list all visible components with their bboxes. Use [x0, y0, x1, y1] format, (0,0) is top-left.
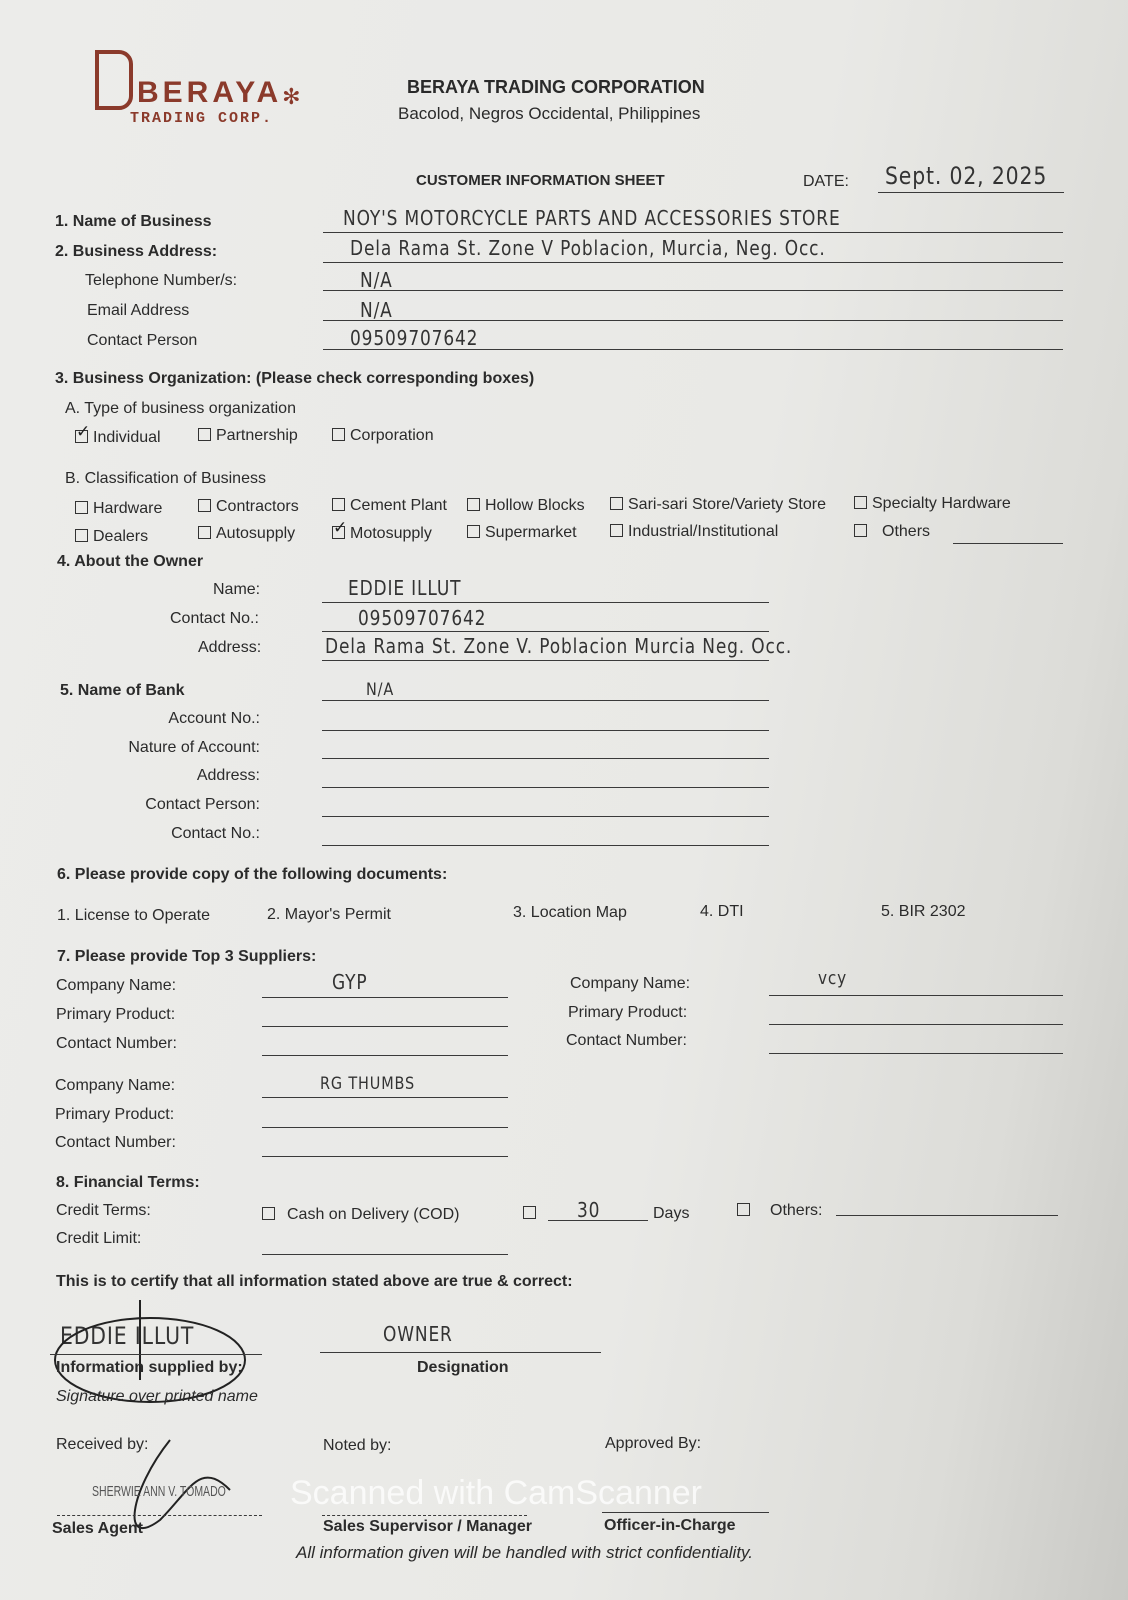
logo-brand: BERAYA: [137, 76, 283, 109]
field-line: [322, 660, 769, 661]
contact-person-field[interactable]: 09509707642: [350, 326, 479, 350]
classification-label: B. Classification of Business: [65, 470, 266, 487]
checkbox-label: Industrial/Institutional: [628, 523, 779, 540]
supplier1-product-label: Primary Product:: [56, 1006, 176, 1023]
bank-contact-person-field[interactable]: [322, 816, 769, 817]
supplied-by-label: Information supplied by:: [56, 1359, 243, 1376]
date-line: [878, 192, 1064, 193]
bank-address-field[interactable]: [322, 787, 769, 788]
checkbox[interactable]: [198, 428, 211, 441]
field-line: [322, 602, 769, 603]
class-hollow-blocks[interactable]: [467, 497, 585, 515]
signature-note: Signature over printed name: [56, 1388, 258, 1405]
checkbox-label: Dealers: [93, 528, 149, 545]
field-line: [323, 349, 1063, 350]
sales-supervisor-label: Sales Supervisor / Manager: [323, 1518, 532, 1535]
bank-field[interactable]: N/A: [366, 680, 395, 700]
bank-contact-no-field[interactable]: [322, 845, 769, 846]
logo-sub: TRADING CORP.: [130, 110, 274, 127]
field-line: [320, 1352, 601, 1353]
owner-signature: EDDIE ILLUT: [60, 1322, 195, 1350]
checkbox[interactable]: [75, 529, 88, 542]
checkbox-label: Specialty Hardware: [872, 495, 1011, 512]
checkbox-label: Others:: [770, 1202, 823, 1219]
doc-dti: 4. DTI: [700, 903, 744, 920]
checkbox[interactable]: [854, 496, 867, 509]
credit-limit-label: Credit Limit:: [56, 1230, 142, 1247]
days-field[interactable]: 30: [577, 1198, 601, 1222]
account-no-label: Account No.:: [168, 710, 260, 727]
type-org-label: A. Type of business organization: [65, 400, 296, 417]
account-no-field[interactable]: [322, 730, 769, 731]
checkbox[interactable]: [332, 498, 345, 511]
supplier3-company-label: Company Name:: [55, 1077, 176, 1094]
checkbox[interactable]: [332, 526, 345, 539]
others-field[interactable]: [836, 1215, 1058, 1216]
owner-contact-label: Contact No.:: [170, 610, 259, 627]
checkbox[interactable]: [610, 497, 623, 510]
sales-agent-label: Sales Agent: [52, 1520, 143, 1537]
checkbox-label: Motosupply: [350, 525, 432, 542]
bank-label: 5. Name of Bank: [60, 682, 185, 699]
signature-line: [50, 1354, 262, 1355]
type-checkbox-corporation[interactable]: [332, 427, 434, 445]
bank-address-label: Address:: [196, 767, 260, 784]
checkbox-label: Autosupply: [216, 525, 296, 542]
logo: [95, 50, 301, 127]
class-sari-sari[interactable]: [610, 496, 826, 514]
supplier1-product-field[interactable]: [262, 1026, 508, 1027]
supplier1-company-field[interactable]: GYP: [332, 970, 368, 994]
field-line: [322, 631, 769, 632]
company-location: Bacolod, Negros Occidental, Philippines: [398, 104, 701, 123]
checkbox-label: Supermarket: [485, 524, 577, 541]
email-label: Email Address: [87, 302, 190, 319]
contact-person-label: Contact Person: [87, 332, 198, 349]
doc-bir: 5. BIR 2302: [881, 903, 966, 920]
others-line[interactable]: [953, 543, 1063, 544]
checkbox[interactable]: [737, 1203, 750, 1216]
designation-label: Designation: [417, 1359, 509, 1376]
camscanner-watermark: Scanned with CamScanner: [290, 1474, 703, 1512]
sales-agent-line: [57, 1515, 262, 1516]
class-specialty-hardware[interactable]: [854, 495, 1011, 513]
form-title: CUSTOMER INFORMATION SHEET: [416, 172, 665, 189]
supplier1-company-label: Company Name:: [56, 977, 177, 994]
designation-field[interactable]: OWNER: [383, 1322, 453, 1346]
signature-scribble-icon: [40, 1290, 280, 1550]
type-checkbox-partnership[interactable]: [198, 427, 298, 445]
checkbox[interactable]: [75, 501, 88, 514]
class-contractors[interactable]: [198, 498, 299, 516]
doc-mayors-permit: 2. Mayor's Permit: [267, 906, 391, 923]
cod-checkbox[interactable]: [262, 1206, 459, 1224]
checkbox-label: Sari-sari Store/Variety Store: [628, 496, 826, 513]
business-address-label: 2. Business Address:: [55, 243, 218, 260]
supplier1-contact-label: Contact Number:: [56, 1035, 177, 1052]
field-line: [262, 997, 508, 998]
doc-license: 1. License to Operate: [57, 907, 210, 924]
type-checkbox-individual[interactable]: [75, 429, 161, 447]
supplier2-contact-label: Contact Number:: [566, 1032, 687, 1049]
field-line: [548, 1220, 648, 1221]
checkbox-label: Partnership: [216, 427, 298, 444]
class-cement-plant[interactable]: [332, 497, 447, 515]
supplier2-product-label: Primary Product:: [568, 1004, 688, 1021]
checkbox-label: Individual: [93, 429, 161, 446]
field-line: [323, 262, 1063, 263]
supplier2-company-field[interactable]: vcy: [818, 968, 848, 989]
doc-location-map: 3. Location Map: [513, 904, 627, 921]
supplier3-contact-field[interactable]: [262, 1156, 508, 1157]
owner-label: 4. About the Owner: [57, 553, 204, 570]
supplier1-contact-field[interactable]: [262, 1055, 508, 1056]
logo-star-icon: ✻: [282, 84, 301, 109]
checkbox-label: Corporation: [350, 427, 434, 444]
checkbox[interactable]: [467, 525, 480, 538]
class-dealers[interactable]: [75, 528, 148, 546]
checkbox[interactable]: [332, 428, 345, 441]
supplier3-product-field[interactable]: [262, 1127, 508, 1128]
days-label: Days: [653, 1205, 690, 1222]
logo-mark-icon: [95, 50, 133, 110]
field-line: [323, 320, 1063, 321]
nature-account-label: Nature of Account:: [128, 739, 260, 756]
supplier2-product-field[interactable]: [769, 1024, 1063, 1025]
class-autosupply[interactable]: [198, 525, 295, 543]
telephone-field[interactable]: N/A: [360, 268, 393, 292]
class-others[interactable]: [854, 523, 930, 541]
days-checkbox[interactable]: [523, 1205, 541, 1223]
class-motosupply[interactable]: [332, 525, 432, 543]
field-line: [262, 1097, 508, 1098]
officer-line: [602, 1512, 769, 1513]
supplier2-contact-field[interactable]: [769, 1053, 1063, 1054]
business-org-label: 3. Business Organization: (Please check corresponding boxes): [55, 370, 535, 387]
credit-terms-label: Credit Terms:: [56, 1202, 151, 1219]
noted-by-label: Noted by:: [323, 1437, 392, 1454]
date-label: DATE:: [803, 173, 849, 190]
checkbox[interactable]: [854, 524, 867, 537]
documents-label: 6. Please provide copy of the following documents:: [57, 866, 448, 883]
field-line: [769, 995, 1063, 996]
checkbox-label: Others: [882, 523, 931, 540]
business-name-label: 1. Name of Business: [55, 213, 212, 230]
owner-contact-field[interactable]: 09509707642: [358, 606, 487, 630]
checkbox[interactable]: [75, 430, 88, 443]
class-supermarket[interactable]: [467, 524, 577, 542]
certify-statement: This is to certify that all information stated above are true & correct:: [56, 1273, 573, 1290]
owner-address-label: Address:: [198, 639, 262, 656]
received-by-label: Received by:: [56, 1436, 149, 1453]
nature-account-field[interactable]: [322, 758, 769, 759]
supervisor-line: [322, 1515, 527, 1516]
checkbox-label: Cement Plant: [350, 497, 447, 514]
checkbox[interactable]: [610, 524, 623, 537]
supplier3-company-field[interactable]: RG THUMBS: [320, 1074, 416, 1094]
approved-by-label: Approved By:: [605, 1435, 702, 1452]
officer-in-charge-label: Officer-in-Charge: [604, 1517, 736, 1534]
supplier2-company-label: Company Name:: [570, 975, 691, 992]
financial-terms-label: 8. Financial Terms:: [56, 1174, 200, 1191]
credit-limit-field[interactable]: [262, 1254, 508, 1255]
class-industrial[interactable]: [610, 523, 778, 541]
date-value[interactable]: Sept. 02, 2025: [885, 162, 1048, 190]
field-line: [322, 700, 769, 701]
class-hardware[interactable]: [75, 500, 162, 518]
owner-name-field[interactable]: EDDIE ILLUT: [348, 576, 462, 600]
business-name-field[interactable]: NOY'S MOTORCYCLE PARTS AND ACCESSORIES STORE: [343, 206, 841, 230]
checkbox-label: Hardware: [93, 500, 163, 517]
checkbox[interactable]: [523, 1206, 536, 1219]
bank-contact-no-label: Contact No.:: [171, 825, 260, 842]
company-name: BERAYA TRADING CORPORATION: [407, 77, 705, 97]
checkbox[interactable]: [198, 499, 211, 512]
owner-address-field[interactable]: Dela Rama St. Zone V. Poblacion Murcia Neg. Occ.: [325, 634, 793, 658]
field-line: [323, 290, 1063, 291]
suppliers-label: 7. Please provide Top 3 Suppliers:: [57, 948, 317, 965]
checkbox-label: Contractors: [216, 498, 299, 515]
checkbox[interactable]: [467, 498, 480, 511]
field-line: [323, 232, 1063, 233]
checkbox-label: Cash on Delivery (COD): [287, 1206, 460, 1223]
bank-contact-person-label: Contact Person:: [145, 796, 260, 813]
agent-name-stamp: SHERWIE ANN V. TOMADO: [92, 1483, 226, 1500]
telephone-label: Telephone Number/s:: [85, 272, 238, 289]
owner-name-label: Name:: [213, 581, 261, 598]
checkbox[interactable]: [198, 526, 211, 539]
checkbox-label: Hollow Blocks: [485, 497, 585, 514]
supplier3-contact-label: Contact Number:: [55, 1134, 176, 1151]
supplier3-product-label: Primary Product:: [55, 1106, 175, 1123]
checkbox[interactable]: [262, 1207, 275, 1220]
others-checkbox[interactable]: [737, 1202, 822, 1220]
confidentiality-note: All information given will be handled with strict confidentiality.: [296, 1543, 754, 1562]
email-field[interactable]: N/A: [360, 298, 393, 322]
business-address-field[interactable]: Dela Rama St. Zone V Poblacion, Murcia, Neg. Occ.: [350, 236, 826, 260]
